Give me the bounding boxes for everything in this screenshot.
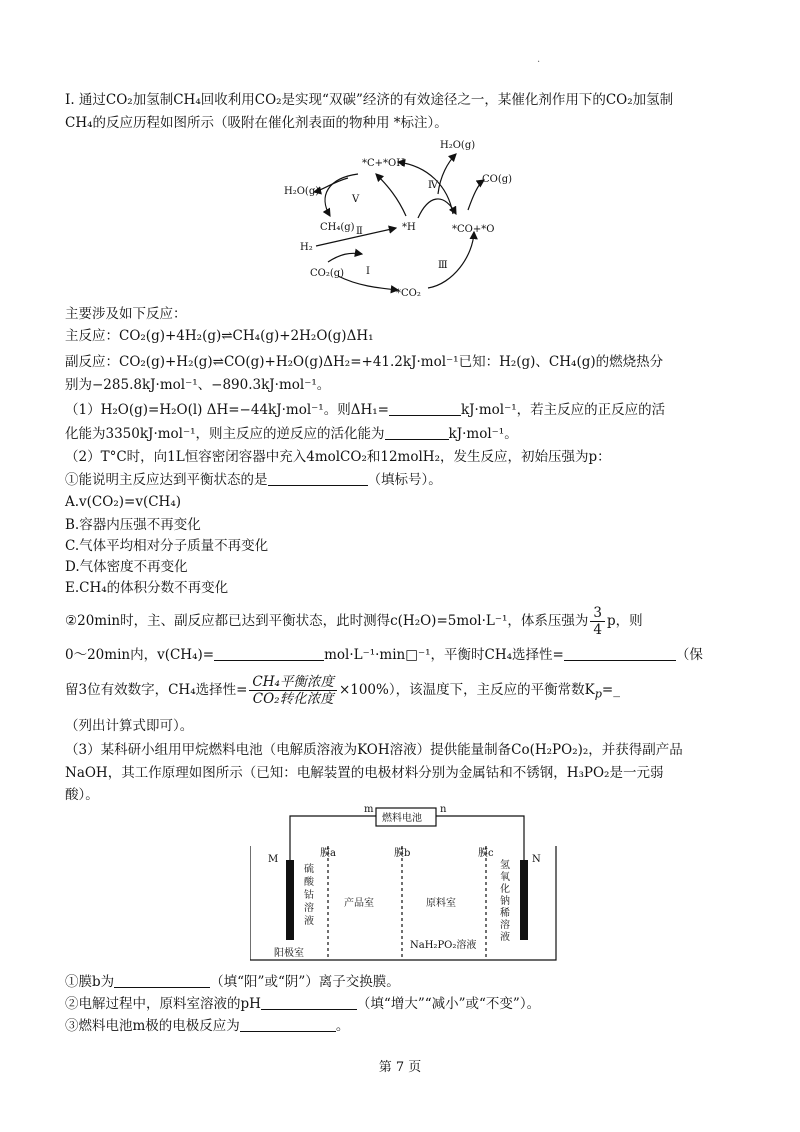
q2-sub2-text-b: p，则 — [606, 613, 643, 629]
answer-blank-activation[interactable] — [385, 425, 449, 440]
q2-sub1 — [65, 470, 760, 490]
label-step-ii: Ⅱ — [356, 226, 363, 237]
product-room-label: 产品室 — [344, 898, 374, 909]
tank — [250, 846, 556, 960]
terminal-n: n — [440, 804, 447, 815]
option-b: B.容器内压强不再变化 — [65, 517, 201, 533]
option-d: D.气体密度不再变化 — [65, 559, 188, 575]
q3-sub3-text-a: ③燃料电池m极的电极反应为 — [65, 1018, 240, 1034]
q2-rate-text-b: mol·L⁻¹·min□⁻¹，平衡时CH₄选择性= — [324, 647, 564, 663]
q3-sub2-text-a: ②电解过程中，原料室溶液的pH — [65, 996, 261, 1012]
side-reaction: 副反应：CO₂(g)+H₂(g)⇌CO(g)+H₂O(g)ΔH₂=+41.2kJ·mol⁻¹已知：H₂(g)、CH₄(g)的燃烧热分 — [65, 354, 664, 370]
answer-blank-membrane[interactable] — [114, 973, 210, 988]
label-co2-g: CO₂(g) — [310, 268, 345, 279]
label-step-i: Ⅰ — [366, 266, 370, 277]
q1-text-d: kJ·mol⁻¹。 — [448, 426, 518, 442]
naoh-solution-label: 氢氧化钠稀溶液 — [500, 860, 510, 943]
arrow-step-iii — [428, 232, 474, 288]
label-step-iv: Ⅳ — [428, 180, 438, 191]
q2-rate-line — [65, 645, 760, 665]
intro-line-2: CH₄的反应历程如图所示（吸附在催化剂表面的物种用 *标注）。 — [65, 115, 448, 131]
answer-blank-equilibrium[interactable] — [268, 471, 368, 486]
selectivity-fraction — [249, 674, 337, 707]
answer-blank-selectivity[interactable] — [564, 646, 676, 661]
q3-sub1 — [65, 972, 760, 992]
label-c-oh: *C+*OH — [362, 158, 405, 169]
q2-sub2 — [65, 604, 760, 638]
q1-text-c: 化能为3350kJ·mol⁻¹，则主反应的逆反应的活化能为 — [65, 426, 385, 442]
answer-blank-rate[interactable] — [214, 646, 324, 661]
answer-blank-electrode[interactable] — [240, 1017, 336, 1032]
reaction-cycle-diagram — [278, 136, 530, 304]
terminal-m: m — [364, 804, 374, 815]
option-e: E.CH₄的体积分数不再变化 — [65, 580, 229, 596]
membrane-a-label: 膜a — [320, 848, 336, 859]
label-star-h: *H — [402, 222, 416, 233]
label-h2: H₂ — [300, 242, 313, 253]
q2-calc-note: （列出计算式即可）。 — [65, 718, 194, 734]
answer-blank-dh1[interactable] — [389, 401, 461, 416]
nah2po2-label: NaH₂PO₂溶液 — [410, 940, 477, 951]
page-number: 第 7 页 — [378, 1060, 422, 1075]
q1-text-b: kJ·mol⁻¹，若主反应的正反应的活 — [460, 402, 666, 418]
reactions-title: 主要涉及如下反应： — [65, 306, 187, 322]
membrane-c-label: 膜c — [478, 848, 494, 859]
intro-line-1: I. 通过CO₂加氢制CH₄回收利用CO₂是实现“双碳”经济的有效途径之一，某催化剂作用下的CO₂加氢制 — [65, 92, 674, 108]
fraction-denominator: 4 — [593, 622, 602, 638]
q3-sub1-text-b: （填“阳”或“阴”）离子交换膜。 — [210, 974, 400, 990]
q2-sub1-tail: （填标号）。 — [367, 472, 442, 488]
q1-line-2 — [65, 424, 760, 444]
label-h2o-top: H₂O(g) — [440, 140, 476, 151]
label-step-v: Ⅴ — [352, 194, 360, 205]
arrow-step-i — [338, 276, 398, 290]
q2-intro: （2）T°C时，向1L恒容密闭容器中充入4molCO₂和12molH₂，发生反应，初始压强为p： — [65, 449, 611, 465]
electrode-m-label: M — [268, 854, 279, 865]
anode-room-label: 阳极室 — [274, 948, 304, 959]
q1-line-1 — [65, 400, 760, 420]
electrode-m — [286, 860, 294, 940]
q3-line-3: 酸）。 — [65, 787, 99, 803]
label-h2o-left: H₂O(g) — [284, 186, 320, 197]
arrow-h-to-c-oh — [376, 174, 406, 216]
main-reaction: 主反应：CO₂(g)+4H₂(g)⇌CH₄(g)+2H₂O(g)ΔH₁ — [65, 328, 374, 344]
q3-sub3 — [65, 1016, 760, 1036]
raw-room-label: 原料室 — [426, 898, 456, 909]
q3-sub2-text-b: （填“增大”“减小”或“不变”）。 — [356, 996, 541, 1012]
selectivity-numerator: CH₄平衡浓度 — [249, 674, 337, 691]
answer-blank-ph[interactable] — [261, 995, 357, 1010]
arrow-step-i-back — [328, 253, 362, 262]
membrane-b-label: 膜b — [394, 848, 411, 859]
label-co-g: CO(g) — [482, 174, 513, 185]
fraction-three-quarters — [590, 605, 605, 638]
q2-rate-text-a: 0～20min内，v(CH₄)= — [65, 647, 215, 663]
q3-line-2: NaOH，其工作原理如图所示（已知：电解装置的电极材料分别为金属钴和不锈钢，H₃PO₂是一元弱 — [65, 765, 664, 781]
q2-selectivity-line — [65, 672, 760, 713]
kp-subscript: p — [594, 687, 602, 701]
q3-sub2 — [65, 994, 760, 1014]
q1-text-a: （1）H₂O(g)=H₂O(l) ΔH=−44kJ·mol⁻¹。则ΔH₁= — [65, 402, 389, 418]
label-co2-star: *CO₂ — [396, 288, 421, 299]
fraction-numerator: 3 — [590, 605, 605, 622]
q2-sub2-text-a: ②20min时，主、副反应都已达到平衡状态，此时测得c(H₂O)=5mol·L⁻¹，体系压强为 — [65, 613, 589, 629]
q2-rate-text-c: （保 — [675, 647, 703, 663]
label-ch4-g: CH₄(g) — [320, 222, 355, 233]
q2-sub1-text: ①能说明主反应达到平衡状态的是 — [65, 472, 268, 488]
arrow-h2o-top — [438, 154, 456, 194]
option-c: C.气体平均相对分子质量不再变化 — [65, 538, 269, 554]
cobalt-sulfate-label: 硫酸钴溶液 — [304, 864, 314, 927]
stray-mark: . — [537, 54, 541, 65]
label-co-o: *CO+*O — [452, 224, 495, 235]
electrode-n — [520, 860, 528, 940]
combustion-heats: 别为−285.8kJ·mol⁻¹、−890.3kJ·mol⁻¹。 — [65, 377, 331, 393]
q2-sel-text-c: =_ — [601, 682, 620, 698]
q3-line-1: （3）某科研小组用甲烷燃料电池（电解质溶液为KOH溶液）提供能量制备Co(H₂PO₂)₂，并获得副产品 — [65, 742, 683, 758]
label-step-iii: Ⅲ — [438, 260, 448, 271]
q2-sel-text-a: 留3位有效数字，CH₄选择性= — [65, 682, 248, 698]
vertical-labels — [304, 858, 510, 943]
selectivity-denominator: CO₂转化浓度 — [252, 691, 334, 707]
q2-sel-text-b: ×100%），该温度下，主反应的平衡常数K — [338, 682, 595, 698]
electrolysis-diagram — [250, 802, 570, 970]
electrode-n-label: N — [532, 854, 541, 865]
q3-sub3-text-b: 。 — [335, 1018, 350, 1034]
option-a: A.v(CO₂)=v(CH₄) — [65, 494, 181, 510]
q3-sub1-text-a: ①膜b为 — [65, 974, 115, 990]
fuel-cell-label: 燃料电池 — [382, 813, 422, 824]
